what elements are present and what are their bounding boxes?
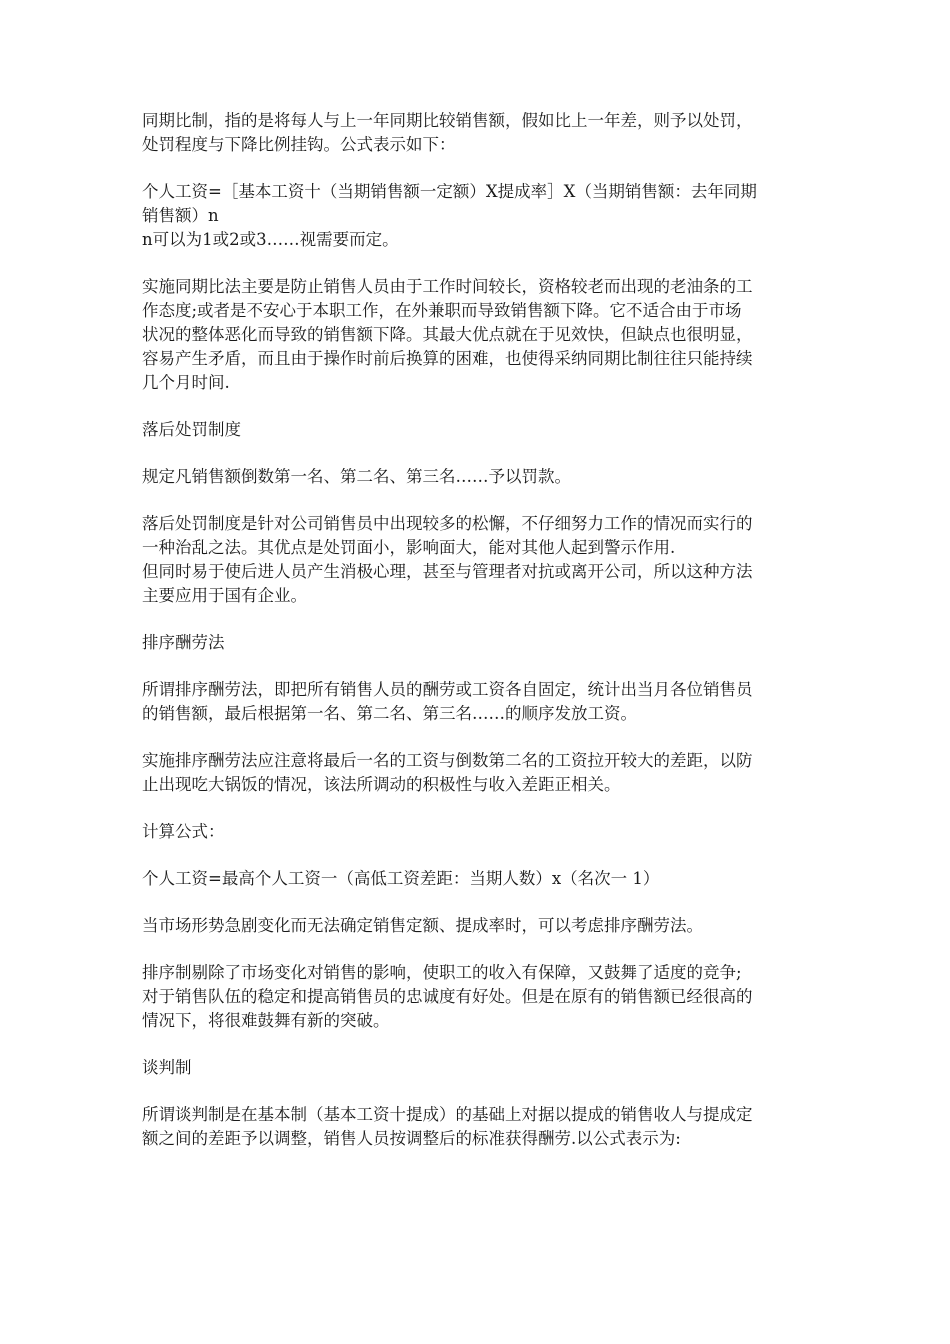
text-line: 几个月时间. xyxy=(142,373,230,392)
text-line: 止出现吃大锅饭的情况，该法所调动的积极性与收入差距正相关。 xyxy=(142,775,621,794)
text-line: 当市场形势急剧变化而无法确定销售定额、提成率时，可以考虑排序酬劳法。 xyxy=(142,916,703,935)
paragraph-negotiation-definition xyxy=(142,1103,818,1151)
paragraph-ranking-pay-definition xyxy=(142,678,818,726)
text-line: 同期比制，指的是将每人与上一年同期比较销售额，假如比上一年差，则予以处罚， xyxy=(142,111,753,130)
text-line: 所谓排序酬劳法，即把所有销售人员的酬劳或工资各自固定，统计出当月各位销售员 xyxy=(142,680,753,699)
paragraph-ranking-pay-notes xyxy=(142,749,818,797)
paragraph-ranking-when-to-use xyxy=(142,914,818,938)
text-line: 一种治乱之法。其优点是处罚面小，影响面大，能对其他人起到警示作用. xyxy=(142,538,676,557)
heading-text: 计算公式： xyxy=(142,822,225,841)
text-line: 排序制剔除了市场变化对销售的影响，使职工的收入有保障，又鼓舞了适度的竞争; xyxy=(142,963,742,982)
heading-text: 落后处罚制度 xyxy=(142,420,241,439)
paragraph-lag-penalty-analysis xyxy=(142,512,818,608)
text-line: 销售额）n xyxy=(142,206,219,225)
text-line: 情况下，将很难鼓舞有新的突破。 xyxy=(142,1011,390,1030)
text-line: 状况的整体恶化而导致的销售额下降。其最大优点就在于见效快，但缺点也很明显， xyxy=(142,325,753,344)
section-heading-negotiation xyxy=(142,1056,818,1080)
paragraph-same-period-analysis xyxy=(142,275,818,395)
paragraph-ranking-pros-cons xyxy=(142,961,818,1033)
section-heading-ranking-pay xyxy=(142,631,818,655)
paragraph-same-period-definition xyxy=(142,109,818,157)
text-line: 实施同期比法主要是防止销售人员由于工作时间较长，资格较老而出现的老油条的工 xyxy=(142,277,753,296)
heading-text: 谈判制 xyxy=(142,1058,192,1077)
paragraph-lag-penalty-rule xyxy=(142,465,818,489)
text-line: 但同时易于使后进人员产生消极心理，甚至与管理者对抗或离开公司，所以这种方法 xyxy=(142,562,753,581)
text-line: 对于销售队伍的稳定和提高销售员的忠诚度有好处。但是在原有的销售额已经很高的 xyxy=(142,987,753,1006)
text-line: 容易产生矛盾，而且由于操作时前后换算的困难，也使得采纳同期比制往往只能持续 xyxy=(142,349,753,368)
text-line: 个人工资=最高个人工资一（高低工资差距：当期人数）x（名次一 1） xyxy=(142,869,660,888)
text-line: 主要应用于国有企业。 xyxy=(142,586,307,605)
text-line: 个人工资=［基本工资十（当期销售额一定额）X提成率］X（当期销售额：去年同期 xyxy=(142,182,757,201)
text-line: 实施排序酬劳法应注意将最后一名的工资与倒数第二名的工资拉开较大的差距，以防 xyxy=(142,751,753,770)
text-line: 作态度;或者是不安心于本职工作，在外兼职而导致销售额下降。它不适合由于市场 xyxy=(142,301,742,320)
section-heading-formula xyxy=(142,820,818,844)
text-line: 的销售额，最后根据第一名、第二名、第三名……的顺序发放工资。 xyxy=(142,704,637,723)
document-body xyxy=(142,109,818,1174)
section-heading-lag-penalty xyxy=(142,418,818,442)
text-line: 规定凡销售额倒数第一名、第二名、第三名……予以罚款。 xyxy=(142,467,571,486)
text-line: 落后处罚制度是针对公司销售员中出现较多的松懈，不仔细努力工作的情况而实行的 xyxy=(142,514,753,533)
heading-text: 排序酬劳法 xyxy=(142,633,225,652)
text-line: 所谓谈判制是在基本制（基本工资十提成）的基础上对据以提成的销售收人与提成定 xyxy=(142,1105,753,1124)
paragraph-same-period-formula xyxy=(142,180,818,252)
text-line: 额之间的差距予以调整，销售人员按调整后的标准获得酬劳.以公式表示为: xyxy=(142,1129,681,1148)
text-line: n可以为1或2或3……视需要而定。 xyxy=(142,230,399,249)
text-line: 处罚程度与下降比例挂钩。公式表示如下： xyxy=(142,135,456,154)
paragraph-ranking-formula xyxy=(142,867,818,891)
